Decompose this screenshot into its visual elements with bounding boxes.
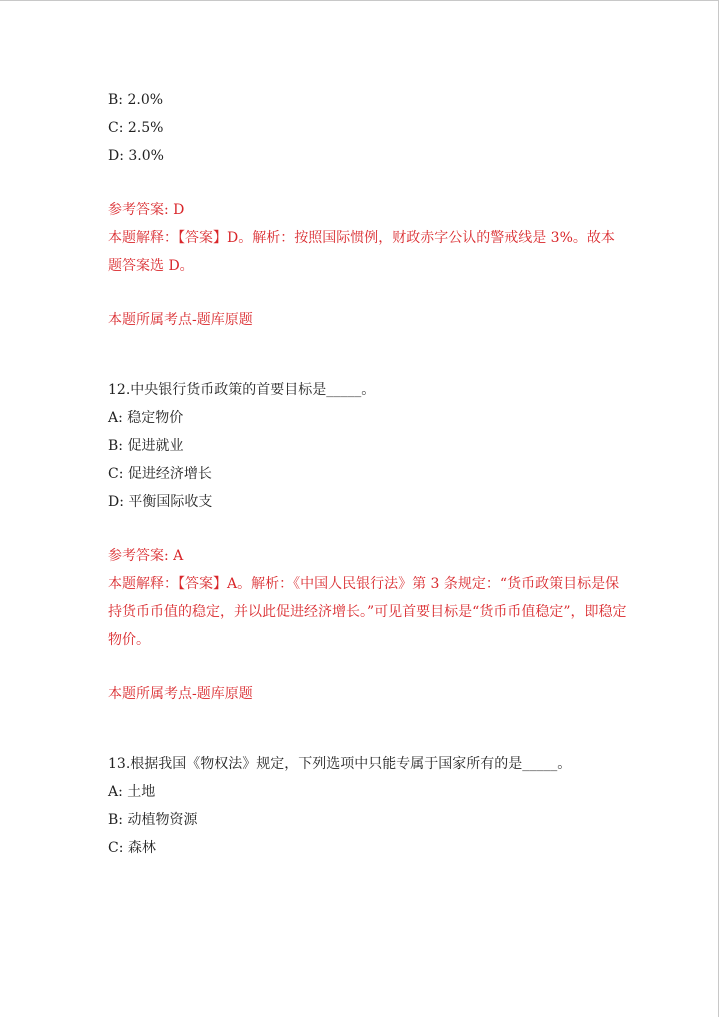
reference-answer: 参考答案: D	[108, 202, 185, 218]
question-text: 13.根据我国《物权法》规定，下列选项中只能专属于国家所有的是_____。	[108, 756, 572, 772]
document-body	[108, 86, 628, 862]
option-c: C: 促进经济增长	[108, 466, 212, 482]
option-a: A: 稳定物价	[108, 410, 184, 426]
option-c: C: 森林	[108, 840, 156, 856]
option-b: B: 动植物资源	[108, 812, 198, 828]
reference-answer: 参考答案: A	[108, 548, 184, 564]
question-13-block	[108, 750, 628, 862]
question-text: 12.中央银行货币政策的首要目标是_____。	[108, 382, 376, 398]
option-b: B: 促进就业	[108, 438, 184, 454]
option-a: A: 土地	[108, 784, 156, 800]
answer-explanation: 本题解释：【答案】A。解析：《中国人民银行法》第 3 条规定：“货币政策目标是保持货币币值的稳定，并以此促进经济增长。”可见首要目标是“货币币值稳定”，即稳定物价。	[108, 576, 627, 648]
knowledge-point: 本题所属考点-题库原题	[108, 686, 253, 702]
option-d: D: 平衡国际收支	[108, 494, 213, 510]
question-11-block	[108, 86, 628, 334]
option-c: C: 2.5%	[108, 120, 164, 136]
question-12-block	[108, 376, 628, 708]
option-d: D: 3.0%	[108, 148, 164, 164]
knowledge-point: 本题所属考点-题库原题	[108, 312, 253, 328]
answer-explanation: 本题解释：【答案】D。解析：按照国际惯例，财政赤字公认的警戒线是 3%。故本题答案选 D。	[108, 230, 615, 274]
option-b: B: 2.0%	[108, 92, 164, 108]
